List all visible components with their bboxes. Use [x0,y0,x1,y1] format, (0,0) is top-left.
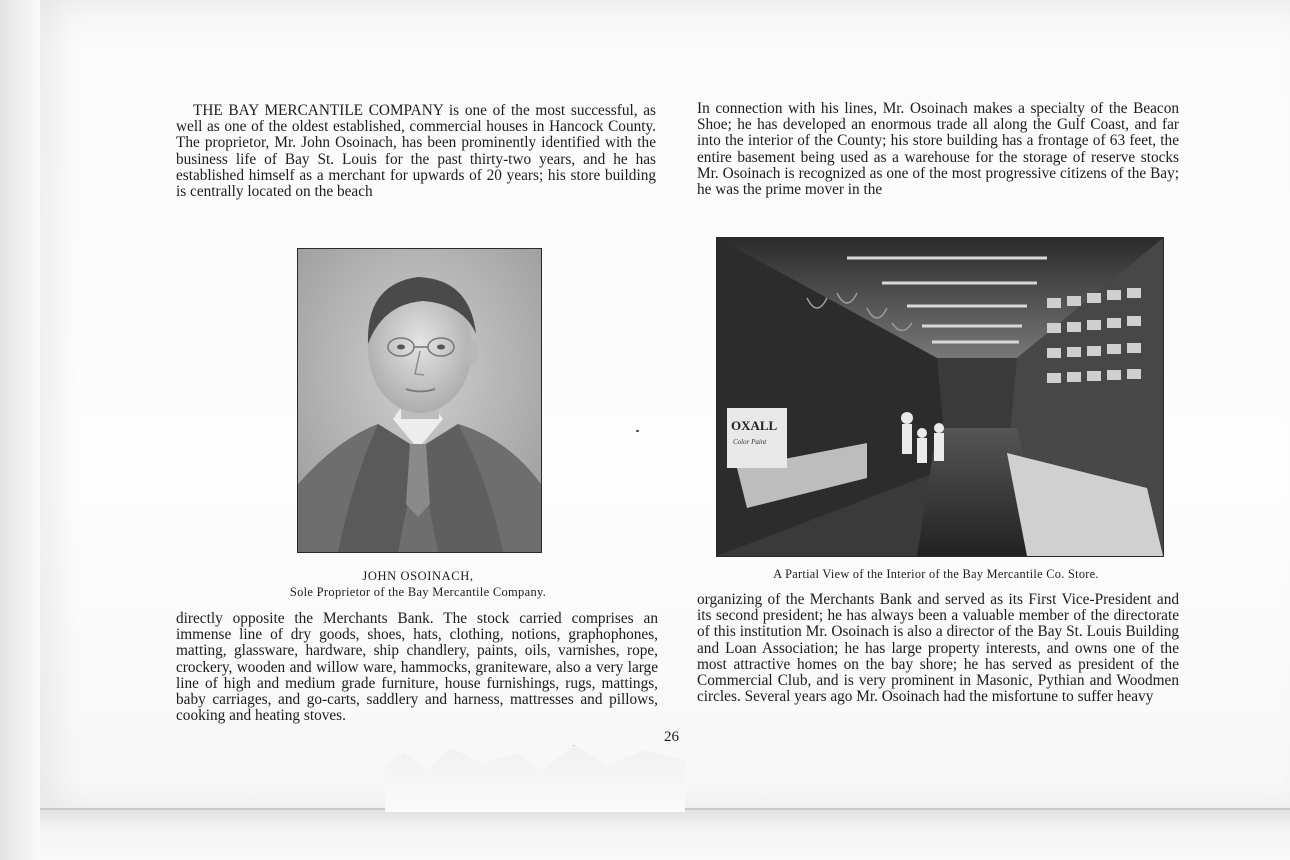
portrait-caption-title: Sole Proprietor of the Bay Mercantile Company. [289,585,547,599]
page-number: 26 [664,729,679,745]
store-sign-text: OXALL [731,418,778,433]
store-sign-subtext: Color Paint [733,438,767,446]
scan-bed-edge [0,0,40,860]
portrait-illustration [298,249,541,552]
right-column-bottom-paragraph: organizing of the Merchants Bank and served as its First Vice-President and its second president; he has always been a valuable member of the directorate of this institution Mr. Osoinach is also a director of the Bay St. Louis Building and Loan Association; he has large property interests, and owns one of the most attractive homes on the bay shore; he has served as president of the Commercial Club, and is very prominent in Masonic, Pythian and Woodmen circles. Several years ago Mr. Osoinach had the misfortune to suffer heavy [697,591,1179,706]
portrait-caption [218,568,618,600]
left-column-top-paragraph: THE BAY MERCANTILE COMPANY is one of the most successful, as well as one of the oldest established, commercial houses in Hancock County. The proprietor, Mr. John Osoinach, has been prominently identified with the business life of Bay St. Louis for the past thirty-two years, and he has established himself as a merchant for upwards of 20 years; his store building is centrally located on the beach [176,102,656,201]
left-column-bottom-paragraph: directly opposite the Merchants Bank. The stock carried comprises an immense line of dry goods, shoes, hats, clothing, notions, graphophones, matting, glassware, hardware, ship chandlery, paints, oils, varnishes, rope, crockery, wooden and willow ware, hammocks, graniteware, also a very large line of high and medium grade furniture, house furnishings, rugs, mattings, baby carriages, and go-carts, saddlery and harness, mattresses and pillows, cooking and heating stoves. [176,610,658,725]
store-interior-illustration [717,238,1163,556]
portrait-photo [297,248,542,553]
store-interior-photo [716,237,1164,557]
store-interior-caption: A Partial View of the Interior of the Bay Mercantile Co. Store. [773,567,1099,581]
right-column-top-paragraph: In connection with his lines, Mr. Osoinach makes a specialty of the Beacon Shoe; he has developed an enormous trade all along the Gulf Coast, and far into the interior of the County; his store building has a frontage of 63 feet, the entire basement being used as a warehouse for the storage of reserve stocks Mr. Osoinach is recognized as one of the most progressive citizens of the Bay; he was the prime mover in the [697,100,1179,199]
scan-bed-bottom [40,810,1290,860]
portrait-caption-name: JOHN OSOINACH, [362,569,474,583]
ink-speck [636,430,639,432]
